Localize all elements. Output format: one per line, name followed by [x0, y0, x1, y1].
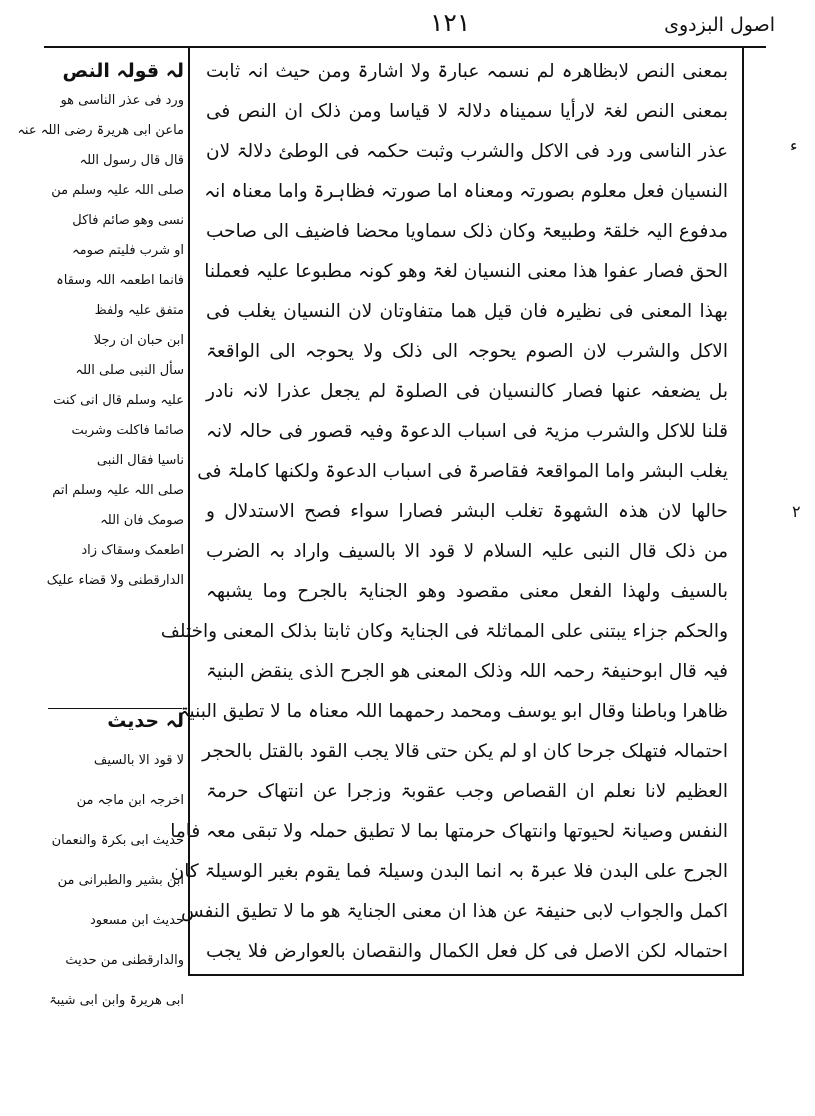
side-line: ماعن ابی ھریرۃ رضی اللہ عنہ	[17, 123, 184, 138]
page-number: ۱۲۱	[430, 8, 471, 37]
main-line: بالسیف ولھذا الفعل معنی مقصود وھو الجنایۃ بالجرح وما یشبھہ	[206, 581, 728, 602]
bottom-rule	[188, 974, 744, 976]
side-line: ورد فی عذر الناسی ھو	[60, 93, 184, 108]
main-line: احتمالہ لکن الاصل فی کل فعل الکمال والنقصان بالعوارض فلا یجب	[206, 941, 728, 962]
margin-marker: ۲	[792, 502, 801, 521]
main-line: الجرح علی البدن فلا عبرۃ بہ انما البدن وسیلۃ فما یقوم بغیر الوسیلۃ کان	[170, 861, 728, 882]
main-line: احتمالہ فتھلک جرحا کان او لم یکن حتی قالا یجب القود بالقتل بالحجر	[202, 741, 728, 762]
side-line: اطعمک وسقاک زاد	[81, 543, 184, 558]
main-line: مدفوع الیہ خلقۃ وطبیعۃ وکان ذلک سماویا محضا فاضیف الی صاحب	[206, 221, 728, 242]
main-line: من ذلک قال النبی علیہ السلام لا قود الا بالسیف واراد بہ الضرب	[206, 541, 728, 562]
side-line: الدارقطنی ولا قضاء علیک	[46, 573, 184, 588]
main-line: بل یضعفہ عنھا فصار کالنسیان فی الصلوۃ لم یجعل عذرا لانہ نادر	[206, 381, 728, 402]
main-text-block	[160, 50, 736, 970]
side-line: نسی وھو صائم فاکل	[72, 213, 184, 228]
side-line: حدیث ابی بکرۃ والنعمان	[51, 833, 184, 848]
side-line: صلی اللہ علیہ وسلم من	[51, 183, 184, 198]
main-line: حالھا لان ھذہ الشھوۃ تغلب البشر فصارا سواء فصح الاستدلال و	[206, 501, 728, 522]
side-line: والدارقطنی من حدیث	[65, 953, 184, 968]
side-line: او شرب فلیتم صومہ	[72, 243, 184, 258]
side-line: قال قال رسول اللہ	[79, 153, 184, 168]
main-line: النسیان فعل معلوم بصورتہ ومعناہ اما صورتہ فظاہرۃ واما معناہ انہ	[204, 181, 728, 202]
main-line: بمعنی النص لابظاهرہ لم نسمہ عبارۃ ولا اشارۃ ومن حیث انہ ثابت	[206, 61, 728, 82]
main-line: عذر الناسی ورد فی الاکل والشرب وثبت حکمہ فی الوطئ دلالۃ لان	[206, 141, 728, 162]
side-line: علیہ وسلم قال انی کنت	[53, 393, 184, 408]
side-line: لہ حدیث	[107, 710, 184, 732]
side-line: ناسیا فقال النبی	[96, 453, 184, 468]
main-line: اکمل والجواب لابی حنیفۃ عن ھذا ان معنی الجنایۃ ھو ما لا تطیق النفس	[180, 901, 728, 922]
side-commentary	[17, 56, 184, 1076]
side-line: فانما اطعمہ اللہ وسقاہ	[56, 273, 184, 288]
main-line: والحکم جزاء یبتنی علی المماثلۃ فی الجنایۃ وکان ثابتا بذلک المعنی واختلف	[160, 621, 728, 642]
side-line: صلی اللہ علیہ وسلم اتم	[52, 483, 184, 498]
top-rule	[44, 46, 766, 48]
side-line: متفق علیہ ولفظ	[94, 303, 184, 318]
side-line: ابی ھریرۃ وابن ابی شیبۃ	[49, 993, 184, 1008]
main-right-rule	[742, 46, 744, 976]
main-line: قلنا للاکل والشرب مزیۃ فی اسباب الدعوۃ وفیہ قصور فی حالہ لانہ	[206, 421, 728, 442]
main-line: العظیم لانا نعلم ان القصاص وجب عقوبۃ وزجرا عن انتھاک حرمۃ	[206, 781, 728, 802]
side-line: ابن بشیر والطبرانی من	[57, 873, 184, 888]
side-line: صائما فاکلت وشربت	[71, 423, 184, 438]
margin-marker: ء	[790, 136, 798, 155]
side-line: ابن حبان ان رجلا	[93, 333, 184, 348]
main-line: ظاھرا وباطنا وقال ابو یوسف ومحمد رحمھما اللہ معناہ ما لا تطیق البنیۃ	[178, 701, 728, 722]
main-line: الحق فصار عفوا ھذا معنی النسیان لغۃ وھو کونہ مطبوعا علیہ فعملنا	[204, 261, 728, 282]
book-title: اصول البزدوی	[664, 14, 775, 36]
main-line: بمعنی النص لغۃ لارأیا سمیناہ دلالۃ لا قیاسا ومن ذلک ان النص فی	[206, 101, 728, 122]
side-line: صومک فان اللہ	[100, 513, 184, 528]
main-line: النفس وصیانۃ لحیوتھا وانتھاک حرمتھا بما لا تطیق حملہ ولا تبقی معہ فاما	[170, 821, 728, 842]
main-line: بھذا المعنی فی نظیرہ فان قیل ھما متفاوتان لان النسیان یغلب فی	[206, 301, 728, 322]
side-line: حدیث ابن مسعود	[90, 913, 184, 928]
side-line: سأل النبی صلی اللہ	[75, 363, 184, 378]
main-line: یغلب البشر واما المواقعۃ فقاصرۃ فی اسباب الدعوۃ ولکنھا کاملۃ فی	[197, 461, 728, 482]
side-line: لہ قولہ النص	[62, 60, 184, 82]
main-line: فیہ قال ابوحنیفۃ رحمہ اللہ وذلک المعنی ھو الجرح الذی ینقض البنیۃ	[206, 661, 728, 682]
side-line: اخرجہ ابن ماجہ من	[76, 793, 184, 808]
side-line: لا قود الا بالسیف	[93, 753, 184, 768]
main-line: الاکل والشرب لان الصوم یحوجہ الی ذلک ولا یحوجہ الی الواقعۃ	[206, 341, 728, 362]
